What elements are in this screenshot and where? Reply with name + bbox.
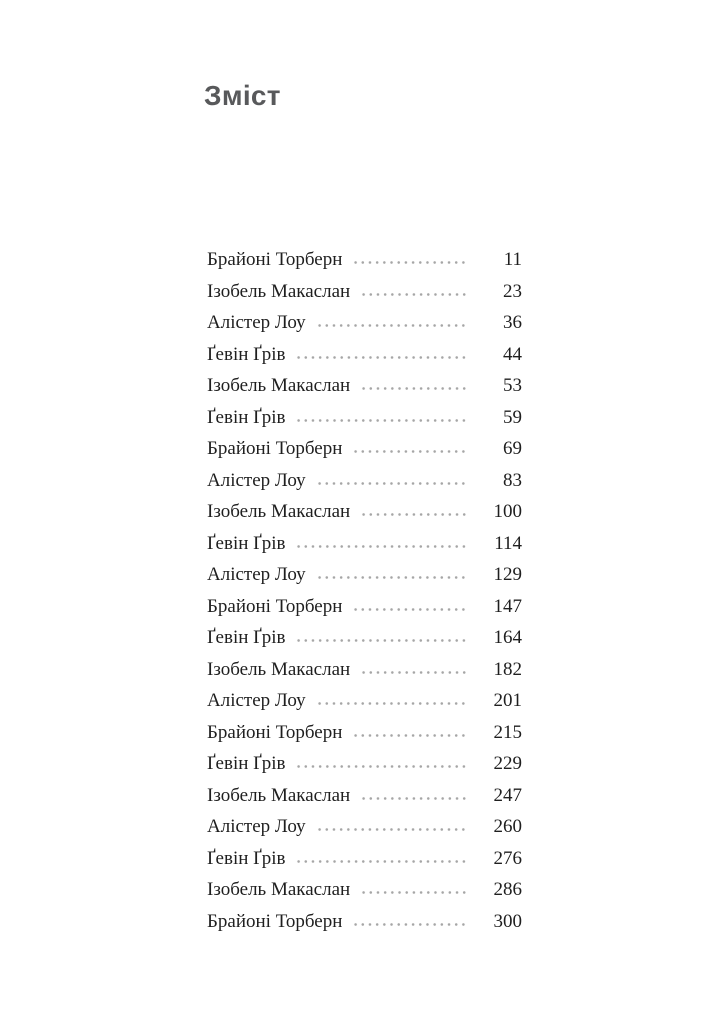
toc-entry: [207, 370, 522, 402]
toc-entry-page: 300: [493, 910, 522, 932]
toc-entry-page: 11: [503, 249, 522, 271]
toc-entry: [207, 874, 522, 906]
toc-entry-label: Ізобель Макаслан: [207, 280, 351, 302]
toc-entry-page: 182: [493, 658, 522, 680]
toc-entry: [207, 276, 522, 308]
dot-leader: [352, 261, 468, 264]
dot-leader: [316, 324, 468, 327]
toc-entry-page: 59: [503, 406, 522, 428]
dot-leader: [316, 576, 468, 579]
toc-entry: [207, 717, 522, 749]
dot-leader: [352, 608, 468, 611]
dot-leader: [295, 545, 468, 548]
dot-leader: [295, 356, 468, 359]
dot-leader: [360, 797, 468, 800]
toc-entry-page: 247: [493, 784, 522, 806]
toc-entry-page: 164: [493, 627, 522, 649]
toc-entry: [207, 748, 522, 780]
dot-leader: [295, 419, 468, 422]
dot-leader: [360, 513, 468, 516]
toc-entry-label: Алістер Лоу: [207, 469, 306, 491]
toc-entry-label: Ізобель Макаслан: [207, 658, 351, 680]
toc-entry-page: 260: [493, 816, 522, 838]
toc-entry-label: Ізобель Макаслан: [207, 879, 351, 901]
dot-leader: [360, 891, 468, 894]
toc-entry-label: Брайоні Торберн: [207, 249, 343, 271]
toc-entry-page: 44: [503, 343, 522, 365]
toc-entry: [207, 780, 522, 812]
toc-entry: [207, 528, 522, 560]
toc-entry: [207, 496, 522, 528]
toc-entry-label: Брайоні Торберн: [207, 910, 343, 932]
page-title: Зміст: [204, 80, 281, 111]
toc-entry: [207, 559, 522, 591]
toc-entry: [207, 591, 522, 623]
toc-entry-page: 286: [493, 879, 522, 901]
toc-entry-label: Ізобель Макаслан: [207, 375, 351, 397]
toc-entry-page: 53: [503, 375, 522, 397]
toc-entry-label: Алістер Лоу: [207, 690, 306, 712]
toc-entry: [207, 433, 522, 465]
toc-entry-label: Алістер Лоу: [207, 564, 306, 586]
toc-entry-page: 23: [503, 280, 522, 302]
toc-entry-label: Ізобель Макаслан: [207, 784, 351, 806]
dot-leader: [360, 671, 468, 674]
toc-entry-label: Ізобель Макаслан: [207, 501, 351, 523]
toc-entry-label: Ґевін Ґрів: [207, 627, 286, 649]
dot-leader: [360, 293, 468, 296]
toc-entry: [207, 307, 522, 339]
toc-list: [207, 244, 522, 937]
toc-entry-label: Ґевін Ґрів: [207, 847, 286, 869]
toc-entry: [207, 811, 522, 843]
toc-entry-page: 276: [493, 847, 522, 869]
toc-entry: [207, 685, 522, 717]
toc-entry-label: Брайоні Торберн: [207, 595, 343, 617]
toc-entry-label: Алістер Лоу: [207, 816, 306, 838]
toc-entry: [207, 339, 522, 371]
dot-leader: [295, 765, 468, 768]
toc-entry-page: 201: [493, 690, 522, 712]
toc-entry-page: 36: [503, 312, 522, 334]
toc-entry-page: 129: [493, 564, 522, 586]
toc-entry-page: 100: [493, 501, 522, 523]
toc-entry-page: 69: [503, 438, 522, 460]
toc-entry: [207, 402, 522, 434]
toc-entry: [207, 906, 522, 938]
toc-entry-page: 215: [493, 721, 522, 743]
toc-entry-label: Ґевін Ґрів: [207, 532, 286, 554]
toc-entry-label: Ґевін Ґрів: [207, 343, 286, 365]
dot-leader: [352, 734, 468, 737]
toc-entry-label: Брайоні Торберн: [207, 438, 343, 460]
dot-leader: [352, 923, 468, 926]
toc-entry: [207, 654, 522, 686]
toc-entry-label: Ґевін Ґрів: [207, 406, 286, 428]
dot-leader: [316, 482, 468, 485]
toc-entry-label: Алістер Лоу: [207, 312, 306, 334]
toc-entry: [207, 465, 522, 497]
dot-leader: [295, 639, 468, 642]
dot-leader: [352, 450, 468, 453]
toc-entry-page: 114: [494, 532, 522, 554]
toc-entry: [207, 244, 522, 276]
toc-entry-page: 147: [493, 595, 522, 617]
toc-entry-label: Брайоні Торберн: [207, 721, 343, 743]
toc-entry: [207, 843, 522, 875]
dot-leader: [360, 387, 468, 390]
dot-leader: [316, 702, 468, 705]
toc-entry-page: 229: [493, 753, 522, 775]
toc-entry: [207, 622, 522, 654]
dot-leader: [295, 860, 468, 863]
toc-entry-page: 83: [503, 469, 522, 491]
dot-leader: [316, 828, 468, 831]
toc-entry-label: Ґевін Ґрів: [207, 753, 286, 775]
